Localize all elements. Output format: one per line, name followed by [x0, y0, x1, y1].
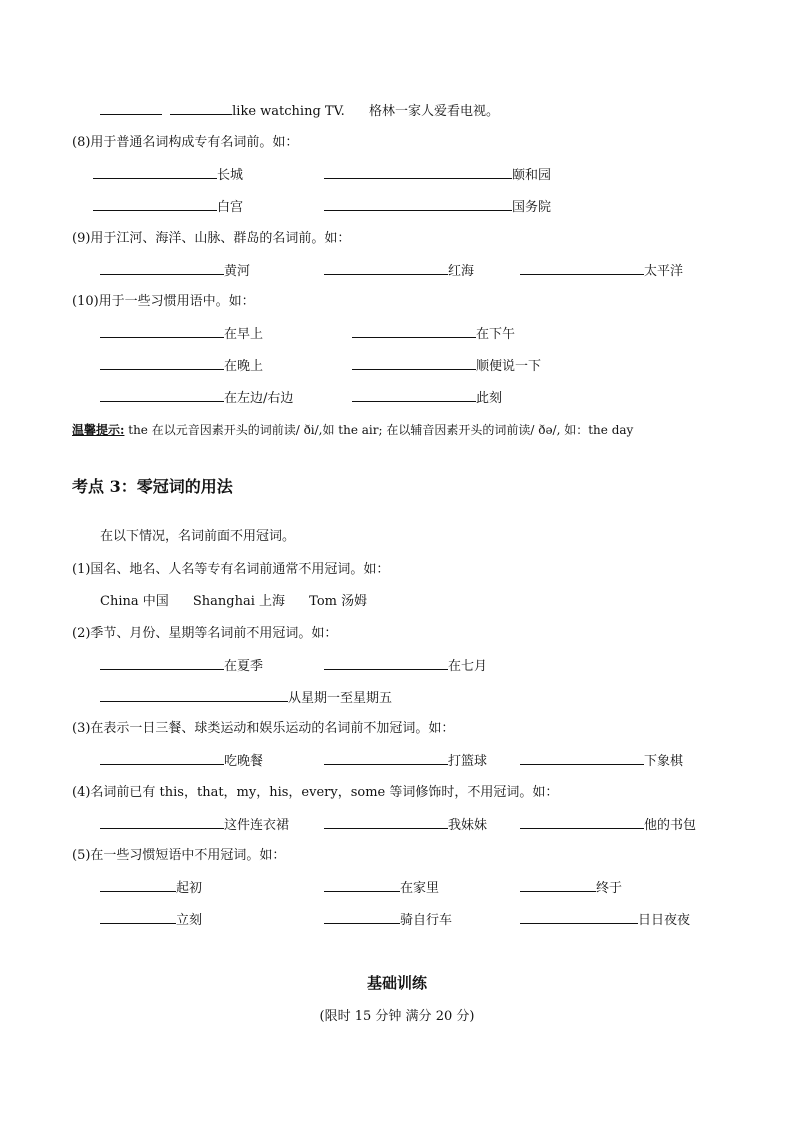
blank[interactable]: [324, 752, 448, 765]
fill-item: [100, 357, 263, 376]
fill-item: [100, 389, 293, 408]
item-label: 他的书包: [644, 818, 697, 833]
fill-item: [324, 657, 487, 676]
blank[interactable]: [324, 879, 400, 892]
blank[interactable]: [100, 911, 176, 924]
blank[interactable]: [100, 262, 224, 275]
item-label: 起初: [176, 881, 203, 896]
blank[interactable]: [100, 325, 224, 338]
training-title: 基础训练: [366, 974, 427, 992]
item-label: 颐和园: [512, 168, 552, 183]
fill-item: [100, 657, 263, 676]
blank[interactable]: [520, 262, 644, 275]
blank[interactable]: [170, 102, 232, 115]
blank[interactable]: [324, 911, 400, 924]
item-label: 从星期一至星期五: [288, 691, 393, 706]
blank[interactable]: [100, 357, 224, 370]
item-label: 在左边/右边: [224, 391, 294, 406]
rule8-heading: (8)用于普通名词构成专有名词前。如：: [72, 135, 299, 150]
top-line-translation: 格林一家人爱看电视。: [368, 104, 499, 119]
z4-heading: (4)名词前已有 this，that，my，his，every，some 等词修饰时，不用冠词。如：: [72, 785, 559, 800]
blank[interactable]: [352, 357, 476, 370]
fill-item: [93, 166, 243, 185]
example: Tom 汤姆: [309, 594, 368, 609]
tip-label: 温馨提示:: [72, 423, 125, 437]
blank[interactable]: [324, 198, 512, 211]
item-label: 我妹妹: [448, 818, 488, 833]
item-label: 骑自行车: [400, 913, 453, 928]
fill-item: [520, 752, 683, 771]
rule9-heading: (9)用于江河、海洋、山脉、群岛的名词前。如：: [72, 231, 351, 246]
item-label: 长城: [217, 168, 244, 183]
section-title: 考点 3：零冠词的用法: [72, 477, 233, 496]
z1-heading: (1)国名、地名、人名等专有名词前通常不用冠词。如：: [72, 562, 390, 577]
fill-item: [324, 752, 487, 771]
fill-item: [93, 198, 243, 217]
fill-item: [100, 752, 263, 771]
fill-item: [324, 911, 452, 930]
blank[interactable]: [352, 325, 476, 338]
blank[interactable]: [93, 166, 217, 179]
fill-item: [520, 911, 690, 930]
item-label: 白宫: [217, 200, 244, 215]
blank[interactable]: [324, 166, 512, 179]
blank[interactable]: [520, 816, 644, 829]
z3-heading: (3)在表示一日三餐、球类运动和娱乐运动的名词前不加冠词。如：: [72, 721, 455, 736]
top-line: [100, 102, 499, 121]
item-label: 立刻: [176, 913, 203, 928]
blank[interactable]: [100, 102, 162, 115]
item-label: 在晚上: [224, 359, 264, 374]
blank[interactable]: [100, 879, 176, 892]
example: Shanghai 上海: [192, 594, 286, 609]
blank[interactable]: [93, 198, 217, 211]
fill-item: [324, 879, 439, 898]
fill-item: [352, 325, 515, 344]
item-label: 吃晚餐: [224, 754, 264, 769]
fill-item: [100, 911, 202, 930]
fill-item: [352, 357, 541, 376]
fill-item: [324, 198, 551, 217]
blank[interactable]: [100, 816, 224, 829]
item-label: 日日夜夜: [638, 913, 691, 928]
item-label: 国务院: [512, 200, 552, 215]
fill-item: [520, 262, 683, 281]
training-subtitle: (限时 15 分钟 满分 20 分): [319, 1009, 475, 1024]
item-label: 黄河: [224, 264, 251, 279]
item-label: 这件连衣裙: [224, 818, 290, 833]
blank[interactable]: [100, 389, 224, 402]
item-label: 在下午: [476, 327, 516, 342]
fill-item: [324, 262, 474, 281]
item-label: 此刻: [476, 391, 503, 406]
item-label: 在家里: [400, 881, 440, 896]
z2-heading: (2)季节、月份、星期等名词前不用冠词。如：: [72, 626, 338, 641]
fill-item: [100, 816, 289, 835]
blank[interactable]: [520, 752, 644, 765]
fill-item: [520, 816, 696, 835]
example: China 中国: [100, 594, 169, 609]
item-label: 顺便说一下: [476, 359, 542, 374]
fill-item: [352, 389, 502, 408]
fill-item: [100, 325, 263, 344]
item-label: 太平洋: [644, 264, 684, 279]
item-label: 打篮球: [448, 754, 488, 769]
blank[interactable]: [100, 752, 224, 765]
fill-item: [100, 689, 392, 708]
fill-item: [324, 166, 551, 185]
item-label: 在七月: [448, 659, 488, 674]
item-label: 下象棋: [644, 754, 684, 769]
tip-text: the 在以元音因素开头的词前读/ ði/,如 the air; 在以辅音因素开头的词前读/ ðə/, 如：the day: [124, 423, 634, 437]
z5-heading: (5)在一些习惯短语中不用冠词。如：: [72, 848, 286, 863]
fill-item: [324, 816, 487, 835]
fill-item: [100, 262, 250, 281]
rule10-heading: (10)用于一些习惯用语中。如：: [72, 294, 255, 309]
blank[interactable]: [324, 657, 448, 670]
fill-item: [100, 879, 202, 898]
top-line-text: like watching TV.: [232, 104, 345, 119]
blank[interactable]: [100, 657, 224, 670]
blank[interactable]: [100, 689, 288, 702]
blank[interactable]: [520, 911, 638, 924]
item-label: 红海: [448, 264, 475, 279]
item-label: 终于: [596, 881, 623, 896]
blank[interactable]: [352, 389, 476, 402]
blank[interactable]: [324, 262, 448, 275]
fill-item: [520, 879, 622, 898]
tip-line: [72, 421, 633, 439]
item-label: 在夏季: [224, 659, 264, 674]
item-label: 在早上: [224, 327, 264, 342]
blank[interactable]: [520, 879, 596, 892]
z1-examples: [100, 593, 367, 611]
section-intro: 在以下情况，名词前面不用冠词。: [100, 529, 296, 544]
blank[interactable]: [324, 816, 448, 829]
